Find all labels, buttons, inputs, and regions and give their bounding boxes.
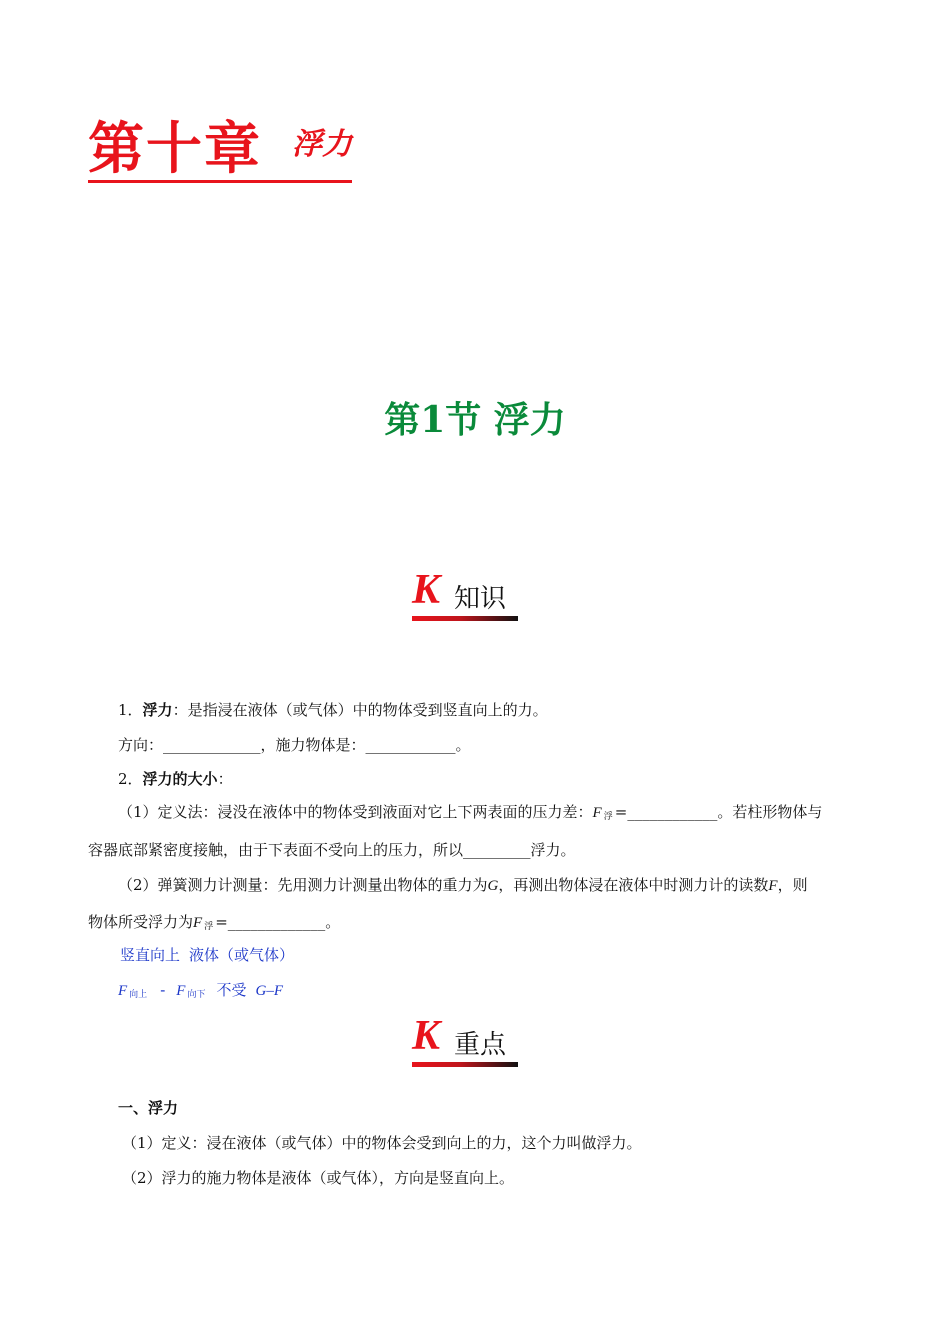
- method-2-line-1: [118, 875, 808, 896]
- knowledge-item-1: [118, 700, 548, 720]
- method-2-end: 。: [325, 913, 341, 931]
- answer-sub-up: 向上: [129, 990, 148, 1000]
- formula-sub: 浮: [603, 812, 613, 822]
- formula-sub: 浮: [204, 922, 214, 932]
- answer-minus: -: [149, 981, 177, 999]
- method-1-line-2: [88, 840, 576, 860]
- method-1-line-1: [118, 802, 822, 827]
- formula-eq: =: [614, 803, 628, 821]
- method-2-line-2: [88, 912, 340, 937]
- key-point-2: （2）浮力的施力物体是液体（或气体），方向是竖直向上。: [122, 1169, 515, 1187]
- chapter-heading: [88, 117, 352, 183]
- method-2-text: （2）弹簧测力计测量：先用测力计测量出物体的重力为: [118, 876, 488, 894]
- item-number: 2．: [118, 770, 143, 788]
- key-heading: 一、浮力: [118, 1099, 179, 1117]
- k-logo-icon: K: [412, 567, 441, 613]
- key-label: 重点: [454, 1030, 507, 1060]
- direction-end: 。: [455, 736, 471, 754]
- item-colon: ：: [217, 770, 233, 788]
- answer-line-1: 竖直向上 液体（或气体）: [120, 946, 295, 964]
- knowledge-label: 知识: [454, 584, 507, 614]
- method-2-text-3: ，则: [777, 876, 808, 894]
- direction-label: 方向：: [118, 736, 164, 754]
- knowledge-badge: [412, 567, 518, 622]
- badge-underline: [412, 1062, 518, 1067]
- item-term: 浮力: [142, 701, 173, 719]
- key-point-1: （1）定义：浸在液体（或气体）中的物体会受到向上的力，这个力叫做浮力。: [122, 1134, 642, 1152]
- section-title: 第1节 浮力: [384, 399, 566, 441]
- badge-underline: [412, 616, 518, 621]
- chapter-number: 第十章: [88, 117, 262, 182]
- method-1-text-2: 。若柱形物体与: [717, 803, 823, 821]
- method-1-blank-2: _________: [463, 841, 531, 859]
- knowledge-item-2: [118, 769, 233, 789]
- direction-mid: ，施力物体是：: [260, 736, 366, 754]
- chapter-name: 浮力: [292, 127, 352, 162]
- method-2-text-4: 物体所受浮力为: [88, 913, 194, 931]
- method-1-text: （1）定义法：浸没在液体中的物体受到液面对它上下两表面的压力差：: [118, 803, 593, 821]
- var-f: F: [768, 878, 778, 894]
- var-g: G: [487, 878, 499, 894]
- direction-blank: _____________: [163, 736, 261, 754]
- answer-line-2: [118, 980, 283, 1005]
- answer-not-receive: 不受: [207, 981, 256, 999]
- method-1-text-3: 容器底部紧密度接触，由于下表面不受向上的压力，所以: [88, 841, 464, 859]
- item-desc: ：是指浸在液体（或气体）中的物体受到竖直向上的力。: [172, 701, 548, 719]
- formula-blank: ____________: [627, 803, 718, 821]
- answer-gf: G–F: [255, 983, 284, 999]
- k-logo-icon: K: [412, 1013, 441, 1059]
- item-number: 1．: [118, 701, 143, 719]
- knowledge-direction-line: [118, 735, 471, 755]
- item-term: 浮力的大小: [142, 770, 218, 788]
- formula-var: F: [592, 805, 602, 821]
- answer-f2: F: [176, 983, 186, 999]
- formula-blank: _____________: [227, 913, 326, 931]
- key-badge: [412, 1013, 518, 1068]
- formula-eq: =: [215, 913, 228, 931]
- method-1-text-4: 浮力。: [530, 841, 576, 859]
- method-2-text-2: ，再测出物体浸在液体中时测力计的读数: [498, 876, 769, 894]
- answer-sub-down: 向下: [187, 990, 206, 1000]
- answer-f: F: [118, 983, 128, 999]
- agent-blank: ____________: [365, 736, 456, 754]
- formula-var: F: [193, 915, 203, 931]
